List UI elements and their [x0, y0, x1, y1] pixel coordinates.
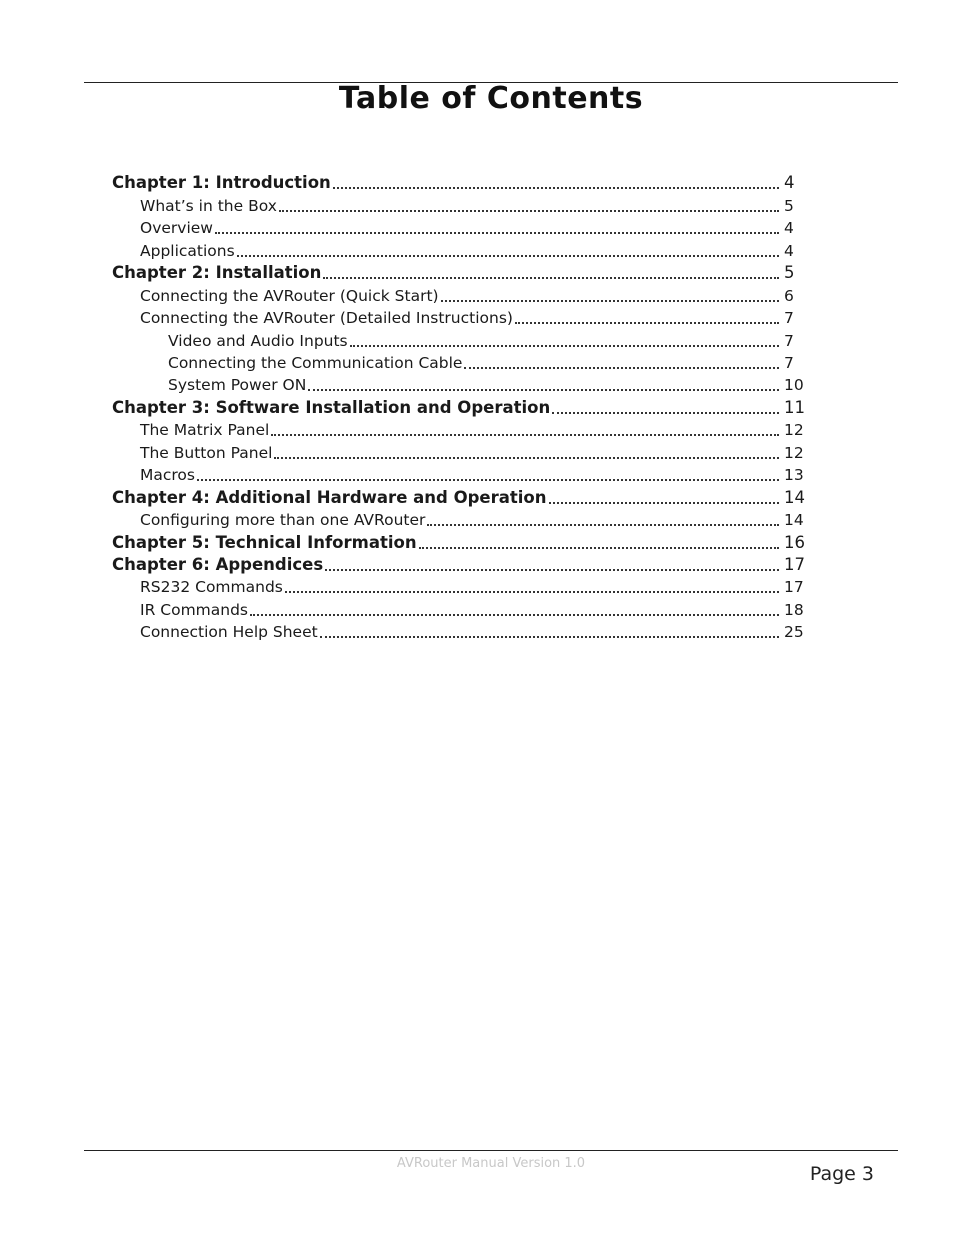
toc-entry-label: System Power ON	[168, 376, 307, 394]
toc-entry[interactable]	[0, 529, 806, 553]
dot-leader	[427, 524, 779, 526]
dot-leader	[285, 591, 779, 593]
toc-entry-page: 6	[784, 287, 794, 305]
toc-entry-page: 13	[784, 466, 804, 484]
toc-entry-label: RS232 Commands	[140, 578, 283, 596]
dot-leader	[515, 322, 779, 324]
dot-leader	[237, 255, 779, 257]
toc-entry-page: 18	[784, 601, 804, 619]
dot-leader	[279, 210, 779, 212]
toc-entry-label: Configuring more than one AVRouter	[140, 511, 426, 529]
dot-leader	[215, 232, 779, 234]
toc-entry-page: 12	[784, 421, 804, 439]
toc-entry-label: What’s in the Box	[140, 197, 277, 215]
toc-entry-label: Overview	[140, 219, 213, 237]
toc-entry-label: Connecting the Communication Cable	[168, 354, 463, 372]
toc-entry[interactable]	[0, 416, 806, 440]
toc-entry-label: Connecting the AVRouter (Quick Start)	[140, 287, 439, 305]
toc-entry[interactable]	[0, 169, 806, 193]
toc-entry-page: 10	[784, 376, 804, 394]
toc-entry[interactable]	[0, 237, 806, 261]
dot-leader	[323, 277, 779, 279]
toc-entry-label: Chapter 2: Installation	[112, 263, 322, 282]
toc-entry[interactable]	[0, 349, 806, 373]
bottom-rule	[84, 1150, 898, 1151]
toc-entry-page: 14	[784, 488, 805, 507]
dot-leader	[308, 389, 779, 391]
toc-entry-label: Applications	[140, 242, 235, 260]
toc-entry-page: 5	[784, 197, 794, 215]
toc-entry-label: Video and Audio Inputs	[168, 332, 348, 350]
dot-leader	[325, 569, 779, 571]
manual-version: AVRouter Manual Version 1.0	[396, 1156, 586, 1171]
toc-entry-page: 7	[784, 332, 794, 350]
toc-entry-label: Macros	[140, 466, 195, 484]
toc-entry-page: 14	[784, 511, 804, 529]
toc-entry-page: 4	[784, 242, 794, 260]
dot-leader	[419, 547, 779, 549]
toc-entry-label: IR Commands	[140, 601, 249, 619]
dot-leader	[250, 614, 779, 616]
toc-entry[interactable]	[0, 259, 806, 283]
toc-entry-page: 5	[784, 263, 795, 282]
toc-entry-page: 17	[784, 578, 804, 596]
toc-entry[interactable]	[0, 327, 806, 351]
toc-entry-page: 16	[784, 533, 805, 552]
toc-entry[interactable]	[0, 484, 806, 508]
toc-entry[interactable]	[0, 304, 806, 328]
toc-entry[interactable]	[0, 596, 806, 620]
toc-entry-label: Chapter 1: Introduction	[112, 173, 331, 192]
toc-entry-label: The Button Panel	[140, 444, 273, 462]
dot-leader	[552, 412, 779, 414]
toc-entry-page: 11	[784, 398, 805, 417]
toc-entry-label: Chapter 4: Additional Hardware and Operation	[112, 488, 547, 507]
dot-leader	[197, 479, 779, 481]
toc-entry-label: Chapter 6: Appendices	[112, 555, 324, 574]
toc-entry-page: 12	[784, 444, 804, 462]
toc-entry[interactable]	[0, 573, 806, 597]
toc-entry-label: Connection Help Sheet	[140, 623, 318, 641]
toc-entry[interactable]	[0, 282, 806, 306]
toc-entry[interactable]	[0, 551, 806, 575]
dot-leader	[333, 187, 779, 189]
toc-entry[interactable]	[0, 371, 806, 395]
toc-entry-page: 7	[784, 354, 794, 372]
toc-entry[interactable]	[0, 214, 806, 238]
toc-entry[interactable]	[0, 506, 806, 530]
dot-leader	[271, 434, 779, 436]
dot-leader	[441, 300, 779, 302]
toc-entry[interactable]	[0, 192, 806, 216]
dot-leader	[274, 457, 779, 459]
dot-leader	[549, 502, 780, 504]
page-number: Page 3	[809, 1163, 874, 1185]
toc-entry-label: Connecting the AVRouter (Detailed Instructions)	[140, 309, 513, 327]
toc-entry[interactable]	[0, 394, 806, 418]
toc-entry-label: Chapter 3: Software Installation and Operation	[112, 398, 551, 417]
dot-leader	[464, 367, 779, 369]
toc-entry[interactable]	[0, 439, 806, 463]
toc-entry-page: 4	[784, 173, 795, 192]
toc-entry-page: 25	[784, 623, 804, 641]
page-title: Table of Contents	[338, 81, 644, 116]
dot-leader	[350, 345, 779, 347]
toc-entry-page: 4	[784, 219, 794, 237]
toc-entry-page: 7	[784, 309, 794, 327]
toc-entry[interactable]	[0, 618, 806, 642]
dot-leader	[320, 636, 779, 638]
toc-entry-label: Chapter 5: Technical Information	[112, 533, 417, 552]
toc-entry-label: The Matrix Panel	[140, 421, 270, 439]
toc-entry[interactable]	[0, 461, 806, 485]
toc-entry-page: 17	[784, 555, 805, 574]
